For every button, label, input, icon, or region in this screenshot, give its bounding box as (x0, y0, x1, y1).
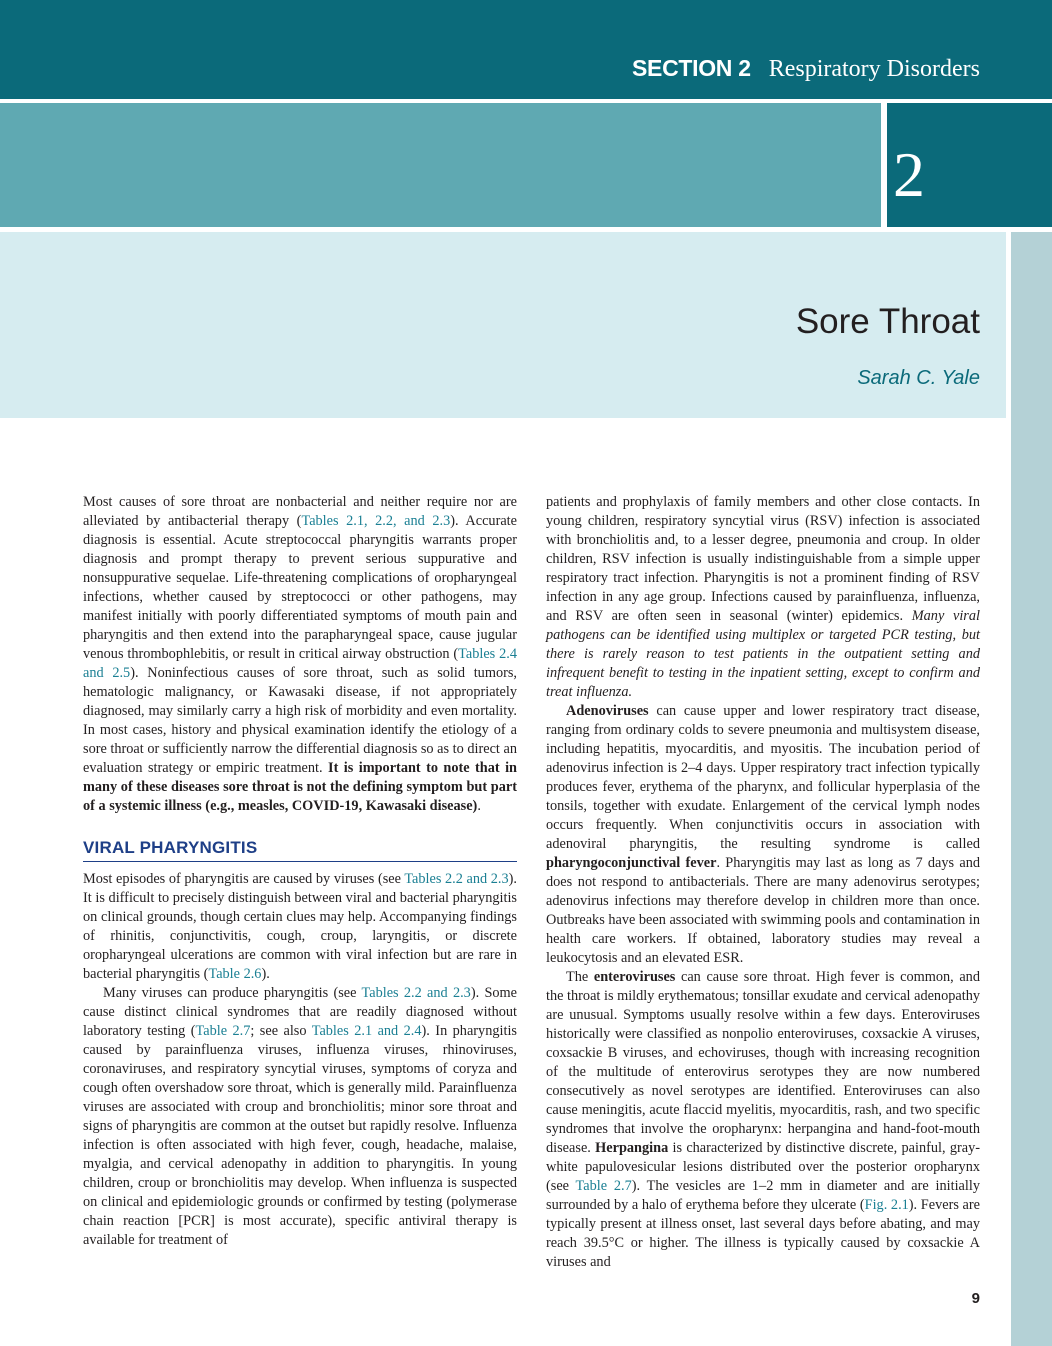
text-run: ; see also (250, 1023, 312, 1039)
section-number: SECTION 2 (631, 55, 751, 81)
text-run: ). In pharyngitis caused by parainfluenza viruses, influenza viruses, rhinoviruses, coronaviruses, and respiratory syncytial viruses, symptoms of coryza and cough often overshadow sore throat, which is generally mild. Parainfluenza viruses are associated with croup and bronchiolitis; minor sore throat and signs of pharyngitis are common at the outset but rapidly resolve. Influenza infection is often associated with high fever, cough, headache, malaise, myalgia, and cervical adenopathy in addition to pharyngitis. In young children, croup or bronchiolitis may develop. When influenza is suspected on clinical and epidemiologic grounds or confirmed by testing (polymerase chain reaction [PCR] is most accurate), specific antiviral therapy is available for treatment of (83, 1023, 517, 1248)
text-run: can cause upper and lower respiratory tract disease, ranging from ordinary colds to severe pneumonia and multisystem disease, including hepatitis, myocarditis, and myositis. The incubation period of adenovirus infection is 2–4 days. Upper respiratory tract infection typically produces fever, erythema of the pharynx, and follicular hyperplasia of the tonsils, together with exudate. Enlargement of the cervical lymph nodes occurs frequently. When conjunctivitis occurs in association with adenoviral pharyngitis, the resulting syndrome is called (546, 703, 980, 852)
page-edge-strip (1011, 232, 1052, 1346)
text-run: The (566, 969, 594, 985)
text-run: Most causes of sore throat are nonbacterial and neither require nor are alleviated by antibacterial therapy ( (83, 494, 517, 529)
bold-text: Adenoviruses (566, 703, 649, 719)
chapter-number: 2 (893, 139, 925, 210)
paragraph-enteroviruses (546, 968, 980, 1272)
cross-reference-link[interactable]: Table 2.7 (575, 1178, 632, 1194)
cross-reference-link[interactable]: Tables 2.2 and 2.3 (404, 871, 509, 887)
left-column (83, 493, 517, 1250)
text-run: . Pharyngitis may last as long as 7 days and does not respond to antibacterials. There are many adenovirus serotypes; adenovirus infections may therefore develop in children more than once. Outbreaks have been associated with swimming pools and contamination in health care workers. If obtained, laboratory studies may reveal a leukocytosis and an elevated ESR. (546, 855, 980, 966)
text-run: Most episodes of pharyngitis are caused by viruses (see (83, 871, 405, 887)
bold-text: pharyngoconjunctival fever (546, 855, 717, 871)
page-number: 9 (971, 1290, 980, 1307)
section-label (632, 55, 980, 83)
text-run: ). Fevers are typically present at illness onset, last several days before abating, and may reach 39.5°C or higher. The illness is typically caused by coxsackie A viruses and (546, 1197, 980, 1270)
text-run: ). Noninfectious causes of sore throat, such as solid tumors, hematologic malignancy, or Kawasaki disease, if not appropriately diagnosed, may similarly carry a high risk of morbidity and even mortality. In most cases, history and physical examination identify the etiology of a sore throat or sufficiently narrow the differential diagnosis so as to direct an evaluation strategy or empiric treatment. (83, 665, 517, 776)
cross-reference-link[interactable]: Table 2.7 (195, 1023, 251, 1039)
cross-reference-link[interactable]: Tables 2.1 and 2.4 (311, 1023, 422, 1039)
cross-reference-link[interactable]: Tables 2.1, 2.2, and 2.3 (301, 513, 451, 529)
paragraph-rsv (546, 493, 980, 702)
cross-reference-link[interactable]: Table 2.6 (208, 966, 262, 982)
cross-reference-link[interactable]: Tables 2.2 and 2.3 (361, 985, 471, 1001)
bold-text: Herpangina (595, 1140, 669, 1156)
bold-text: enteroviruses (593, 969, 676, 985)
paragraph-intro (83, 493, 517, 816)
text-run: ). Some cause distinct clinical syndromes that are readily diagnosed without laboratory testing ( (83, 985, 518, 1039)
cross-reference-link[interactable]: Fig. 2.1 (864, 1197, 909, 1213)
italic-text: Many viral pathogens can be identified using multiplex or targeted PCR testing, but there is rarely reason to test patients in the outpatient setting and infrequent benefit to testing in the inpatient setting, except to confirm and treat influenza. (546, 608, 980, 700)
chapter-author: Sarah C. Yale (857, 367, 980, 389)
text-run: ). (261, 966, 270, 982)
text-run: can cause sore throat. High fever is common, and the throat is mildly erythematous; tonsillar exudate and cervical adenopathy are unusual. Symptoms usually resolve within a few days. Enteroviruses historically were classified as nonpolio enteroviruses, coxsackie A viruses, coxsackie B viruses, and echoviruses, though with increasing recognition of the multitude of enterovirus serotypes they are now numbered consecutively as novel serotypes are identified. Enteroviruses can also cause meningitis, acute flaccid myelitis, myocarditis, rash, and two specific syndromes that involve the oropharynx: herpangina and hand-foot-mouth disease. (546, 969, 980, 1156)
chapter-banner-band (0, 103, 881, 227)
section-title: Respiratory Disorders (768, 56, 980, 82)
text-run: ). It is difficult to precisely distinguish between viral and bacterial pharyngitis on clinical grounds, though certain clues may help. Accompanying findings of rhinitis, conjunctivitis, cough, croup, laryngitis, or discrete oropharyngeal ulcerations are common with viral infection but are rare in bacterial pharyngitis ( (83, 871, 517, 982)
section-header-band (0, 0, 1052, 99)
text-run: Many viruses can produce pharyngitis (see (103, 985, 362, 1001)
paragraph-adenoviruses (546, 702, 980, 968)
chapter-title: Sore Throat (795, 302, 980, 341)
text-run: patients and prophylaxis of family members and other close contacts. In young children, respiratory syncytial virus (RSV) infection is associated with bronchiolitis and, to a lesser degree, pneumonia and croup. In older children, RSV infection is usually indistinguishable from a simple upper respiratory tract infection. Pharyngitis is not a prominent finding of RSV infection in any age group. Infections caused by parainfluenza, influenza, and RSV are often seen in seasonal (winter) epidemics. (546, 494, 980, 624)
text-run: ). The vesicles are 1–2 mm in diameter and are initially surrounded by a halo of erythema before they ulcerate ( (546, 1178, 980, 1213)
right-column (546, 493, 980, 1272)
section-heading-viral-pharyngitis: VIRAL PHARYNGITIS (83, 838, 517, 862)
paragraph-viral-1 (83, 870, 517, 984)
text-run: is characterized by distinctive discrete, painful, gray-white papulovesicular lesions distributed over the posterior oropharynx (see (546, 1140, 980, 1194)
text-run: ). Accurate diagnosis is essential. Acute streptococcal pharyngitis warrants proper diagnosis and prompt therapy to prevent serious suppurative and nonsuppurative sequelae. Life-threatening complications of oropharyngeal infections, whether caused by streptococci or other pathogens, may manifest initially with poorly differentiated symptoms of mouth pain and pharyngitis and then extend into the parapharyngeal space, cause jugular venous thrombophlebitis, or result in critical airway obstruction ( (83, 513, 517, 662)
paragraph-viral-2 (83, 984, 517, 1250)
bold-text: It is important to note that in many of these diseases sore throat is not the defining symptom but part of a systemic illness (e.g., measles, COVID-19, Kawasaki disease) (83, 760, 518, 814)
cross-reference-link[interactable]: Tables 2.4 and 2.5 (83, 646, 517, 681)
text-run: . (477, 798, 481, 814)
